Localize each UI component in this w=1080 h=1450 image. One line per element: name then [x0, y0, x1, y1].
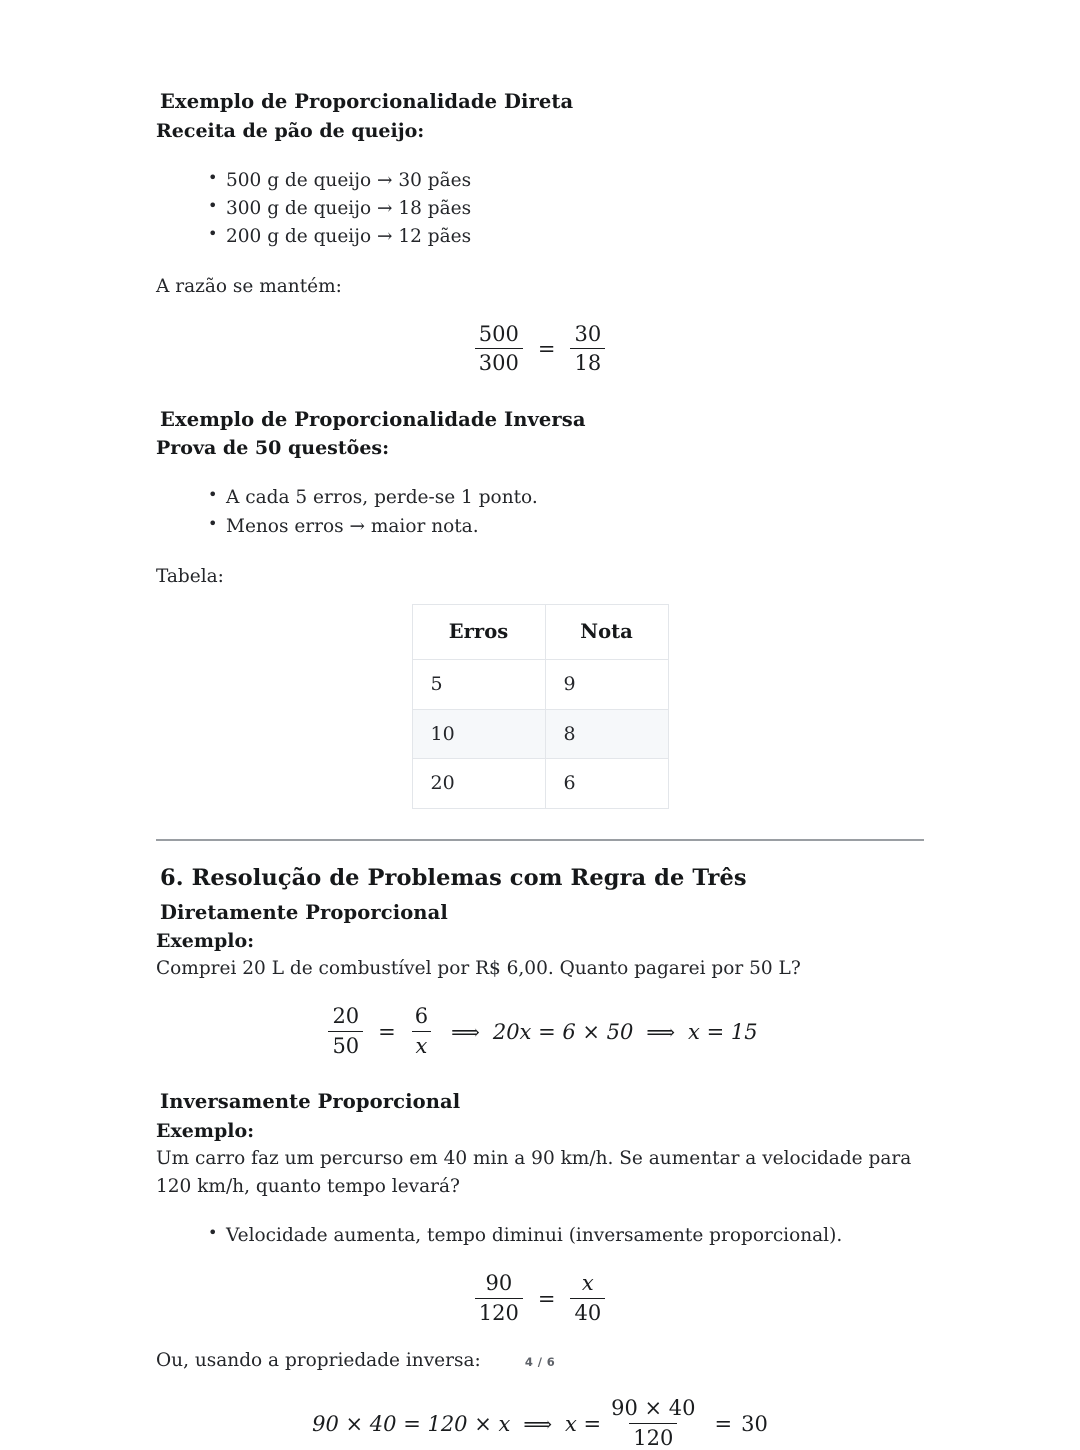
spacer — [156, 590, 924, 604]
spacer — [156, 1200, 924, 1222]
list-prova-regras — [156, 484, 924, 540]
page-footer — [0, 1355, 1080, 1369]
spacer — [156, 301, 924, 323]
equation-regra-tres-direta — [156, 1005, 924, 1058]
equation-lhs: 90 × 40 = 120 × x — [312, 1411, 511, 1436]
fraction-denominator: 300 — [475, 348, 523, 376]
fraction-denominator: 50 — [328, 1031, 363, 1059]
spacer — [156, 541, 924, 563]
equals-operator: = — [714, 1411, 733, 1436]
spacer — [156, 376, 924, 406]
heading-exemplo-direta: Exemplo de Proporcionalidade Direta — [160, 90, 574, 113]
spacer — [156, 983, 924, 1005]
heading-diretamente-proporcional: Diretamente Proporcional — [160, 900, 448, 924]
list-item: • 200 g de queijo → 12 pães — [208, 223, 924, 251]
subheading-prova: Prova de 50 questões: — [156, 437, 390, 460]
column-header-erros: Erros — [412, 605, 545, 659]
equation-90-120-x-40 — [156, 1272, 924, 1325]
equals-operator: = — [378, 1019, 396, 1044]
cell-nota: 6 — [545, 759, 668, 809]
spacer — [156, 251, 924, 273]
fraction-denominator: 40 — [570, 1298, 605, 1326]
spacer — [156, 1375, 924, 1397]
table-row — [412, 759, 668, 809]
table-body — [412, 659, 668, 808]
table-header-row — [412, 605, 668, 659]
fraction-20-over-50 — [328, 1005, 363, 1058]
cell-erros: 5 — [412, 659, 545, 709]
fraction-numerator: 6 — [414, 1004, 429, 1029]
implies-arrow-icon: ⟹ — [646, 1019, 676, 1044]
label-exemplo-inverso: Exemplo: — [156, 1119, 255, 1142]
subheading-receita: Receita de pão de queijo: — [156, 119, 425, 142]
spacer — [156, 145, 924, 167]
equation-x-label: x = — [565, 1411, 602, 1436]
list-item: • 300 g de queijo → 18 pães — [208, 195, 924, 223]
text-enunciado-inverso: Um carro faz um percurso em 40 min a 90 km/h. Se aumentar a velocidade para 120 km/h, quanto tempo levará? — [156, 1147, 912, 1197]
fraction-denominator: 18 — [570, 348, 605, 376]
heading-exemplo-inversa: Exemplo de Proporcionalidade Inversa — [160, 407, 586, 431]
fraction-numerator: x — [581, 1271, 594, 1296]
page-content — [156, 88, 924, 1450]
fraction-numerator: 90 × 40 — [611, 1396, 696, 1421]
spacer — [156, 841, 924, 863]
fraction-500-over-300 — [475, 323, 523, 376]
list-item: • Velocidade aumenta, tempo diminui (inversamente proporcional). — [208, 1222, 924, 1250]
text-tabela-label: Tabela: — [156, 565, 224, 587]
fraction-6-over-x — [411, 1005, 432, 1058]
table-row — [412, 709, 668, 759]
cell-nota: 9 — [545, 659, 668, 709]
page-number: 4 / 6 — [524, 1355, 556, 1369]
equation-produto-cruzado — [156, 1397, 924, 1450]
equation-step-2: x = 15 — [688, 1019, 758, 1044]
text-a-razao-se-mantem: A razão se mantém: — [156, 275, 342, 297]
equation-razao-500-300 — [156, 323, 924, 376]
equation-step-1: 20x = 6 × 50 — [492, 1019, 634, 1044]
fraction-90-over-120 — [475, 1272, 523, 1325]
text-enunciado-direto: Comprei 20 L de combustível por R$ 6,00. Quanto pagarei por 50 L? — [156, 958, 801, 980]
text-propriedade-inversa: Ou, usando a propriedade inversa: — [156, 1350, 481, 1372]
table-erros-nota — [412, 604, 669, 809]
implies-arrow-icon: ⟹ — [451, 1019, 480, 1044]
fraction-denominator: x — [412, 1031, 432, 1059]
equals-operator: = — [537, 337, 556, 362]
fraction-denominator: 120 — [629, 1423, 677, 1450]
fraction-numerator: 30 — [574, 321, 602, 346]
heading-inversamente-proporcional: Inversamente Proporcional — [160, 1090, 461, 1114]
spacer — [156, 1250, 924, 1272]
spacer — [156, 462, 924, 484]
spacer — [156, 809, 924, 839]
fraction-numerator: 500 — [478, 321, 519, 346]
label-exemplo-direto: Exemplo: — [156, 930, 255, 953]
spacer — [156, 1058, 924, 1088]
table-row — [412, 659, 668, 709]
list-receita-proporcoes — [156, 167, 924, 251]
cell-erros: 20 — [412, 759, 545, 809]
column-header-nota: Nota — [545, 605, 668, 659]
list-item: • Menos erros → maior nota. — [208, 513, 924, 541]
table-header — [412, 605, 668, 659]
cell-nota: 8 — [545, 709, 668, 759]
fraction-90x40-over-120 — [607, 1397, 699, 1450]
implies-arrow-icon: ⟹ — [523, 1411, 553, 1436]
fraction-numerator: 90 — [485, 1271, 513, 1296]
list-observacao-inversa — [156, 1222, 924, 1250]
equation-result: 30 — [741, 1411, 768, 1436]
cell-erros: 10 — [412, 709, 545, 759]
list-item: • 500 g de queijo → 30 pães — [208, 167, 924, 195]
spacer — [156, 1325, 924, 1347]
fraction-numerator: 20 — [332, 1004, 360, 1029]
equals-operator: = — [537, 1286, 556, 1311]
fraction-30-over-18 — [570, 323, 605, 376]
fraction-denominator: 120 — [475, 1298, 523, 1326]
page-title-section-6: 6. Resolução de Problemas com Regra de Três — [160, 865, 747, 892]
list-item: • A cada 5 erros, perde-se 1 ponto. — [208, 484, 924, 512]
table-container — [156, 604, 924, 809]
fraction-x-over-40 — [570, 1272, 605, 1325]
